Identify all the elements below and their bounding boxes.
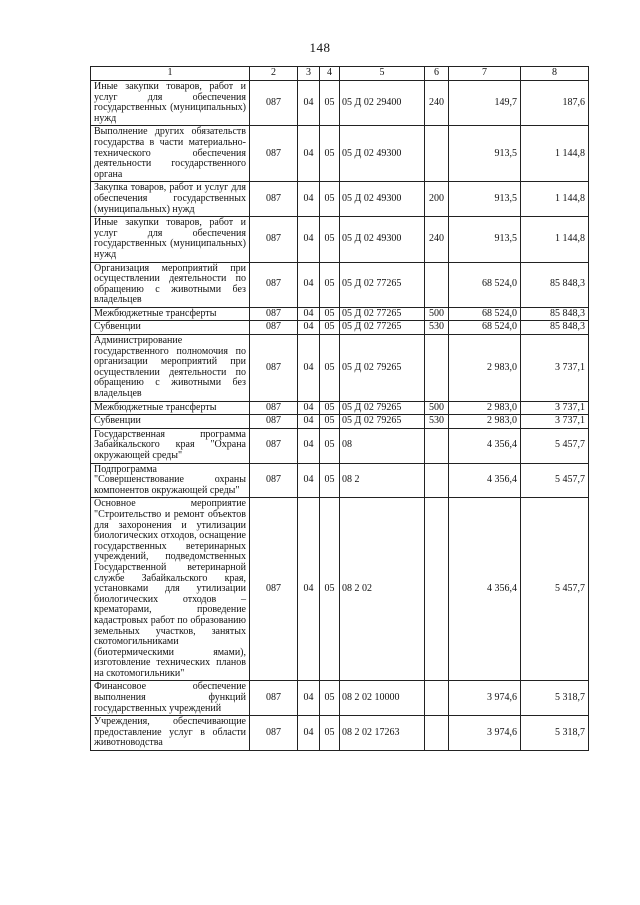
- subsection-code: 05: [320, 498, 340, 681]
- line-item-name: Государственная программа Забайкальского края "Охрана окружающей среды": [91, 428, 250, 463]
- table-row: [91, 182, 589, 217]
- amount-year-2: 5 457,7: [521, 498, 589, 681]
- section-code: 04: [298, 716, 320, 751]
- line-item-name: Иные закупки товаров, работ и услуг для обеспечения государственных (муниципальных) нужд: [91, 217, 250, 262]
- expense-type-code: [425, 498, 449, 681]
- amount-year-2: 85 848,3: [521, 262, 589, 307]
- subsection-code: 05: [320, 126, 340, 182]
- expense-type-code: [425, 262, 449, 307]
- page-number: 148: [309, 40, 331, 55]
- subsection-code: 05: [320, 716, 340, 751]
- admin-code: 087: [250, 681, 298, 716]
- subsection-code: 05: [320, 217, 340, 262]
- expense-type-code: [425, 335, 449, 402]
- table-row: [91, 428, 589, 463]
- target-article-code: 05 Д 02 77265: [340, 307, 425, 321]
- amount-year-2: 5 318,7: [521, 681, 589, 716]
- table-row: [91, 463, 589, 498]
- expense-type-code: 200: [425, 182, 449, 217]
- target-article-code: 05 Д 02 77265: [340, 321, 425, 335]
- amount-year-1: 4 356,4: [449, 428, 521, 463]
- admin-code: 087: [250, 335, 298, 402]
- line-item-name: Субвенции: [91, 321, 250, 335]
- section-code: 04: [298, 463, 320, 498]
- amount-year-2: 5 457,7: [521, 463, 589, 498]
- admin-code: 087: [250, 401, 298, 415]
- amount-year-1: 2 983,0: [449, 401, 521, 415]
- subsection-code: 05: [320, 81, 340, 126]
- table-row: [91, 415, 589, 429]
- amount-year-1: 3 974,6: [449, 681, 521, 716]
- admin-code: 087: [250, 217, 298, 262]
- line-item-name: Организация мероприятий при осуществлении деятельности по обращению с животными без владельцев: [91, 262, 250, 307]
- column-number: 6: [425, 67, 449, 81]
- subsection-code: 05: [320, 307, 340, 321]
- target-article-code: 05 Д 02 49300: [340, 182, 425, 217]
- column-number-row: [91, 67, 589, 81]
- subsection-code: 05: [320, 401, 340, 415]
- admin-code: 087: [250, 428, 298, 463]
- amount-year-1: 68 524,0: [449, 321, 521, 335]
- amount-year-1: 913,5: [449, 217, 521, 262]
- table-row: [91, 321, 589, 335]
- amount-year-2: 1 144,8: [521, 217, 589, 262]
- target-article-code: 05 Д 02 79265: [340, 335, 425, 402]
- target-article-code: 05 Д 02 79265: [340, 415, 425, 429]
- section-code: 04: [298, 321, 320, 335]
- expense-type-code: [425, 428, 449, 463]
- amount-year-1: 2 983,0: [449, 415, 521, 429]
- table-row: [91, 498, 589, 681]
- section-code: 04: [298, 401, 320, 415]
- line-item-name: Закупка товаров, работ и услуг для обеспечения государственных (муниципальных) нужд: [91, 182, 250, 217]
- section-code: 04: [298, 262, 320, 307]
- section-code: 04: [298, 182, 320, 217]
- expense-type-code: [425, 126, 449, 182]
- column-number: 7: [449, 67, 521, 81]
- section-code: 04: [298, 217, 320, 262]
- amount-year-2: 5 318,7: [521, 716, 589, 751]
- expense-type-code: 500: [425, 307, 449, 321]
- admin-code: 087: [250, 81, 298, 126]
- table-row: [91, 681, 589, 716]
- amount-year-2: 1 144,8: [521, 182, 589, 217]
- subsection-code: 05: [320, 182, 340, 217]
- target-article-code: 08 2 02 17263: [340, 716, 425, 751]
- admin-code: 087: [250, 716, 298, 751]
- amount-year-1: 68 524,0: [449, 262, 521, 307]
- section-code: 04: [298, 428, 320, 463]
- amount-year-1: 913,5: [449, 182, 521, 217]
- budget-table: [90, 66, 589, 751]
- section-code: 04: [298, 335, 320, 402]
- subsection-code: 05: [320, 262, 340, 307]
- amount-year-2: 85 848,3: [521, 307, 589, 321]
- target-article-code: 05 Д 02 49300: [340, 217, 425, 262]
- table-row: [91, 335, 589, 402]
- target-article-code: 08 2 02: [340, 498, 425, 681]
- subsection-code: 05: [320, 415, 340, 429]
- amount-year-2: 3 737,1: [521, 335, 589, 402]
- line-item-name: Межбюджетные трансферты: [91, 401, 250, 415]
- target-article-code: 05 Д 02 49300: [340, 126, 425, 182]
- expense-type-code: [425, 716, 449, 751]
- target-article-code: 08: [340, 428, 425, 463]
- admin-code: 087: [250, 182, 298, 217]
- subsection-code: 05: [320, 335, 340, 402]
- admin-code: 087: [250, 498, 298, 681]
- column-number: 4: [320, 67, 340, 81]
- expense-type-code: [425, 463, 449, 498]
- amount-year-2: 5 457,7: [521, 428, 589, 463]
- amount-year-2: 3 737,1: [521, 401, 589, 415]
- amount-year-2: 1 144,8: [521, 126, 589, 182]
- target-article-code: 05 Д 02 29400: [340, 81, 425, 126]
- admin-code: 087: [250, 262, 298, 307]
- expense-type-code: 530: [425, 321, 449, 335]
- amount-year-1: 149,7: [449, 81, 521, 126]
- expense-type-code: [425, 681, 449, 716]
- amount-year-2: 3 737,1: [521, 415, 589, 429]
- table-row: [91, 307, 589, 321]
- expense-type-code: 500: [425, 401, 449, 415]
- target-article-code: 05 Д 02 79265: [340, 401, 425, 415]
- line-item-name: Иные закупки товаров, работ и услуг для обеспечения государственных (муниципальных) нужд: [91, 81, 250, 126]
- admin-code: 087: [250, 307, 298, 321]
- column-number: 5: [340, 67, 425, 81]
- section-code: 04: [298, 307, 320, 321]
- admin-code: 087: [250, 321, 298, 335]
- section-code: 04: [298, 81, 320, 126]
- target-article-code: 05 Д 02 77265: [340, 262, 425, 307]
- amount-year-1: 68 524,0: [449, 307, 521, 321]
- amount-year-2: 85 848,3: [521, 321, 589, 335]
- section-code: 04: [298, 681, 320, 716]
- section-code: 04: [298, 498, 320, 681]
- line-item-name: Финансовое обеспечение выполнения функций государственных учреждений: [91, 681, 250, 716]
- column-number: 2: [250, 67, 298, 81]
- amount-year-2: 187,6: [521, 81, 589, 126]
- subsection-code: 05: [320, 463, 340, 498]
- column-number: 3: [298, 67, 320, 81]
- amount-year-1: 4 356,4: [449, 498, 521, 681]
- subsection-code: 05: [320, 681, 340, 716]
- line-item-name: Субвенции: [91, 415, 250, 429]
- admin-code: 087: [250, 463, 298, 498]
- admin-code: 087: [250, 415, 298, 429]
- table-row: [91, 217, 589, 262]
- subsection-code: 05: [320, 321, 340, 335]
- line-item-name: Выполнение других обязательств государства в части материально-технического обеспечения деятельности государственного органа: [91, 126, 250, 182]
- table-row: [91, 401, 589, 415]
- table-row: [91, 81, 589, 126]
- line-item-name: Межбюджетные трансферты: [91, 307, 250, 321]
- admin-code: 087: [250, 126, 298, 182]
- line-item-name: Подпрограмма "Совершенствование охраны компонентов окружающей среды": [91, 463, 250, 498]
- target-article-code: 08 2 02 10000: [340, 681, 425, 716]
- expense-type-code: 240: [425, 81, 449, 126]
- amount-year-1: 4 356,4: [449, 463, 521, 498]
- amount-year-1: 3 974,6: [449, 716, 521, 751]
- amount-year-1: 913,5: [449, 126, 521, 182]
- amount-year-1: 2 983,0: [449, 335, 521, 402]
- section-code: 04: [298, 126, 320, 182]
- expense-type-code: 240: [425, 217, 449, 262]
- column-number: 1: [91, 67, 250, 81]
- table-row: [91, 262, 589, 307]
- target-article-code: 08 2: [340, 463, 425, 498]
- section-code: 04: [298, 415, 320, 429]
- table-row: [91, 716, 589, 751]
- table-row: [91, 126, 589, 182]
- line-item-name: Администрирование государственного полномочия по организации мероприятий при осуществлении деятельности по обращению с животными без владельцев: [91, 335, 250, 402]
- column-number: 8: [521, 67, 589, 81]
- subsection-code: 05: [320, 428, 340, 463]
- line-item-name: Основное мероприятие "Строительство и ремонт объектов для захоронения и утилизации биологических отходов, оснащение государственных ветеринарных учреждений, подведомственных Государственной ветеринарной службе Забайкальского края, установками для утилизации биологических отходов – крематорами, проведение кадастровых работ по образованию земельных участков, занятых скотомогильниками (биотермическими ямами), изготовление технических планов на скотомогильники": [91, 498, 250, 681]
- expense-type-code: 530: [425, 415, 449, 429]
- line-item-name: Учреждения, обеспечивающие предоставление услуг в области животноводства: [91, 716, 250, 751]
